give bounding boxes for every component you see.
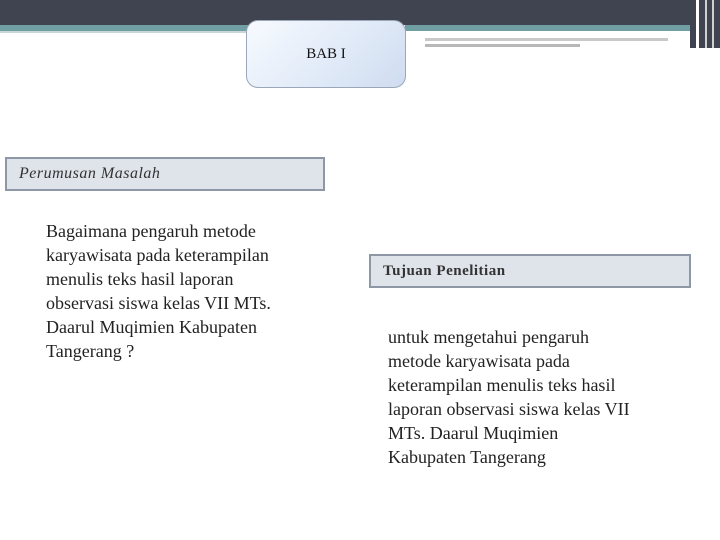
left-section-body: Bagaimana pengaruh metode karyawisata pada keterampilan menulis teks hasil laporan observasi siswa kelas VII MTs. Daarul Muqimien Kabupaten Tangerang ? bbox=[46, 221, 271, 361]
slide-title: BAB I bbox=[246, 20, 406, 88]
left-section-heading: Perumusan Masalah bbox=[5, 157, 325, 191]
right-section-body: untuk mengetahui pengaruh metode karyawisata pada keterampilan menulis teks hasil laporan observasi siswa kelas VII MTs. Daarul Muqimien Kabupaten Tangerang bbox=[388, 327, 630, 467]
right-section-heading: Tujuan Penelitian bbox=[369, 254, 691, 288]
